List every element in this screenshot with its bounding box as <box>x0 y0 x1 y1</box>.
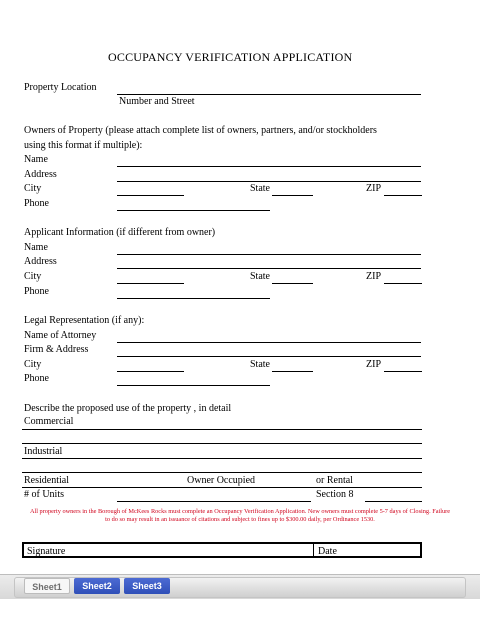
legal-phone-label: Phone <box>24 373 49 384</box>
use-detail-line[interactable] <box>22 443 422 444</box>
units-label: # of Units <box>24 489 64 500</box>
property-location-line[interactable] <box>117 94 421 95</box>
owner-phone-label: Phone <box>24 198 49 209</box>
owner-state-label: State <box>250 183 270 194</box>
applicant-zip-line[interactable] <box>384 283 422 284</box>
applicant-address-line[interactable] <box>117 268 421 269</box>
industrial-label: Industrial <box>24 446 63 457</box>
commercial-line[interactable] <box>22 429 422 430</box>
section8-line[interactable] <box>365 501 422 502</box>
legal-state-line[interactable] <box>272 371 313 372</box>
ordinance-notice: All property owners in the Borough of McKees Rocks must complete an Occupancy Verification Application. New owners must complete 5-7 days of Closing. Failure to do so may result in an issuance of citations and subject to fines up to $300.00 daily, per Ordinance 1530. <box>29 508 451 523</box>
owner-zip-line[interactable] <box>384 195 422 196</box>
applicant-phone-label: Phone <box>24 286 49 297</box>
tab-sheet1[interactable]: Sheet1 <box>24 578 70 594</box>
applicant-name-line[interactable] <box>117 254 421 255</box>
units-line[interactable] <box>117 501 311 502</box>
legal-zip-label: ZIP <box>366 359 381 370</box>
signature-divider <box>313 544 314 556</box>
or-rental-label: or Rental <box>316 475 353 486</box>
signature-box <box>22 542 422 558</box>
owner-address-label: Address <box>24 169 57 180</box>
firm-address-line[interactable] <box>117 356 421 357</box>
applicant-phone-line[interactable] <box>117 298 270 299</box>
applicant-state-line[interactable] <box>272 283 313 284</box>
residential-label: Residential <box>24 475 69 486</box>
attorney-name-label: Name of Attorney <box>24 330 97 341</box>
applicant-city-label: City <box>24 271 42 282</box>
legal-city-label: City <box>24 359 42 370</box>
legal-heading: Legal Representation (if any): <box>24 315 145 326</box>
legal-state-label: State <box>250 359 270 370</box>
owners-heading-line2: using this format if multiple): <box>24 140 143 151</box>
applicant-name-label: Name <box>24 242 48 253</box>
owner-name-label: Name <box>24 154 48 165</box>
applicant-city-line[interactable] <box>117 283 184 284</box>
residential-line[interactable] <box>22 487 422 488</box>
owner-name-line[interactable] <box>117 166 421 167</box>
use-heading: Describe the proposed use of the property , in detail <box>24 403 232 414</box>
residential-top-line[interactable] <box>22 472 422 473</box>
firm-address-label: Firm & Address <box>24 344 89 355</box>
tab-sheet3[interactable]: Sheet3 <box>124 578 170 594</box>
legal-zip-line[interactable] <box>384 371 422 372</box>
date-field[interactable]: Date <box>318 546 337 557</box>
section8-label: Section 8 <box>316 489 354 500</box>
signature-field[interactable]: Signature <box>27 546 66 557</box>
applicant-heading: Applicant Information (if different from owner) <box>24 227 216 238</box>
owners-heading-line1: Owners of Property (please attach complete list of owners, partners, and/or stockholders <box>24 125 377 136</box>
owner-zip-label: ZIP <box>366 183 381 194</box>
owner-occupied-label: Owner Occupied <box>187 475 256 486</box>
number-street-label: Number and Street <box>119 96 195 107</box>
owner-phone-line[interactable] <box>117 210 270 211</box>
attorney-name-line[interactable] <box>117 342 421 343</box>
owner-address-line[interactable] <box>117 181 421 182</box>
legal-phone-line[interactable] <box>117 385 270 386</box>
applicant-state-label: State <box>250 271 270 282</box>
owner-city-line[interactable] <box>117 195 184 196</box>
applicant-zip-label: ZIP <box>366 271 381 282</box>
applicant-address-label: Address <box>24 256 57 267</box>
commercial-label: Commercial <box>24 416 74 427</box>
property-location-label: Property Location <box>24 82 97 93</box>
legal-city-line[interactable] <box>117 371 184 372</box>
owner-state-line[interactable] <box>272 195 313 196</box>
owner-city-label: City <box>24 183 42 194</box>
tab-sheet2[interactable]: Sheet2 <box>74 578 120 594</box>
industrial-line[interactable] <box>22 458 422 459</box>
form-title: OCCUPANCY VERIFICATION APPLICATION <box>108 50 353 64</box>
